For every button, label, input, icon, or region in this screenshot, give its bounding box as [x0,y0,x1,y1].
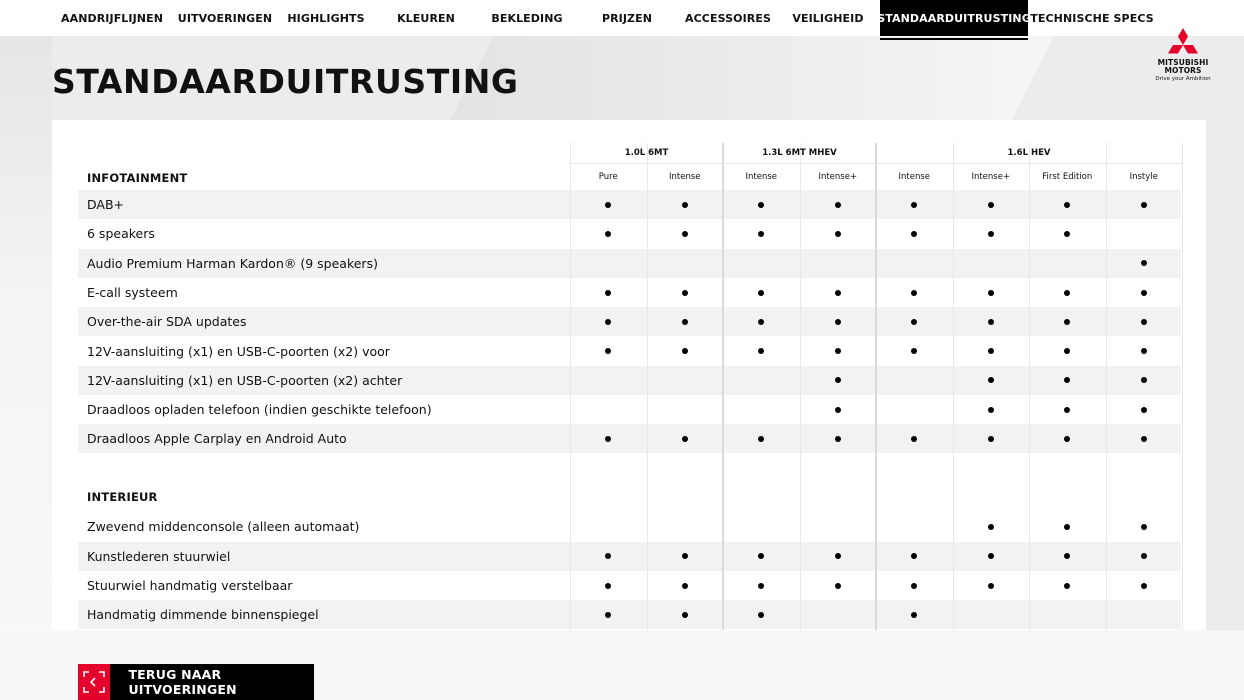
availability-dot [988,553,994,559]
availability-dot [1141,407,1147,413]
nav-veiligheid[interactable]: VEILIGHEID [792,11,864,25]
availability-dot [835,202,841,208]
availability-dot [988,348,994,354]
column-divider [953,143,954,630]
row-label: Zwevend middenconsole (alleen automaat) [87,519,360,535]
table-row [78,278,1181,307]
availability-dot [1141,553,1147,559]
nav-kleuren[interactable]: KLEUREN [397,11,455,25]
availability-dot [835,348,841,354]
table-row [78,337,1181,366]
logo-line1: MITSUBISHI [1157,58,1209,67]
fullscreen-back-icon [78,664,110,700]
row-label: DAB+ [87,197,125,212]
top-navigation [0,0,1244,36]
trim-column-header: Pure [598,172,618,182]
row-label: E-call systeem [87,284,178,300]
availability-dot [988,202,994,208]
availability-dot [911,202,917,208]
table-row [78,424,1181,453]
availability-dot [682,231,688,237]
availability-dot [682,290,688,296]
table-row [78,307,1181,336]
column-divider [875,143,877,630]
availability-dot [1141,583,1147,589]
availability-dot [682,348,688,354]
row-label: Audio Premium Harman Kardon® (9 speakers) [87,255,378,271]
availability-dot [682,612,688,618]
availability-dot [1064,407,1070,413]
availability-dot [605,202,611,208]
engine-group-header: 1.3L 6MT MHEV [723,143,876,164]
availability-dot [1141,524,1147,530]
availability-dot [911,290,917,296]
availability-dot [835,553,841,559]
trim-column-header: Intense+ [818,172,858,182]
engine-group-header: 1.6L HEV [876,143,1182,164]
availability-dot [988,319,994,325]
table-row [78,395,1181,424]
availability-dot [835,319,841,325]
row-label: 6 speakers [87,226,155,242]
section-title: INTERIEUR [87,490,158,504]
row-label: Kunstlederen stuurwiel [87,548,231,564]
availability-dot [1064,202,1070,208]
trim-column-header: Intense [745,172,777,182]
availability-dot [682,553,688,559]
row-label: Draadloos Apple Carplay en Android Auto [87,431,347,447]
availability-dot [682,583,688,589]
availability-dot [835,290,841,296]
availability-dot [605,583,611,589]
availability-dot [1141,319,1147,325]
availability-dot [988,524,994,530]
column-divider [1182,143,1183,630]
nav-technische-specs[interactable]: TECHNISCHE SPECS [1030,11,1154,25]
row-label: Handmatig dimmende binnenspiegel [87,607,319,623]
availability-dot [758,583,764,589]
nav-prijzen[interactable]: PRIJZEN [601,11,653,25]
availability-dot [835,407,841,413]
logo-line2: MOTORS [1164,66,1202,75]
availability-dot [1141,260,1147,266]
three-diamonds-icon [1166,28,1200,59]
availability-dot [1064,583,1070,589]
column-divider [1106,143,1107,630]
row-label: Stuurwiel handmatig verstelbaar [87,577,293,593]
column-divider [800,143,801,630]
row-label: Draadloos opladen telefoon (indien geschikte telefoon) [87,402,432,418]
table-row [78,249,1181,278]
availability-dot [758,202,764,208]
table-row [78,571,1181,600]
trim-column-header: First Edition [1042,172,1093,182]
mitsubishi-logo[interactable] [1150,28,1216,90]
availability-dot [835,231,841,237]
availability-dot [1141,202,1147,208]
availability-dot [605,290,611,296]
table-row [78,512,1181,541]
trim-column-header: Intense+ [971,172,1011,182]
column-divider [722,143,724,630]
availability-dot [682,436,688,442]
availability-dot [1064,290,1070,296]
availability-dot [988,407,994,413]
availability-dot [988,290,994,296]
row-label: 12V-aansluiting (x1) en USB-C-poorten (x2) voor [87,343,390,359]
trim-column-header: Intense [668,172,701,182]
nav-highlights[interactable]: HIGHLIGHTS [287,11,365,25]
availability-dot [1141,436,1147,442]
page-title: STANDAARDUITRUSTING [52,62,519,101]
availability-dot [911,583,917,589]
background-left [0,36,52,700]
logo-tagline: Drive your Ambition [1155,76,1211,82]
nav-accessoires[interactable]: ACCESSOIRES [685,11,771,25]
back-button-label: TERUG NAAR UITVOERINGEN [128,667,237,697]
column-divider [647,143,648,630]
nav-standaarduitrusting[interactable]: STANDAARDUITRUSTING [880,0,1028,36]
table-row [78,190,1181,219]
engine-group-header: 1.0L 6MT [570,143,723,164]
availability-dot [835,436,841,442]
availability-dot [1141,290,1147,296]
table-row [78,600,1181,629]
trim-column-header: Instyle [1129,172,1158,182]
availability-dot [988,231,994,237]
section-title: INFOTAINMENT [87,171,188,185]
table-row [78,219,1181,248]
column-divider [1029,143,1030,630]
availability-dot [758,290,764,296]
back-to-versions-button[interactable] [78,664,314,700]
availability-dot [682,202,688,208]
row-label: 12V-aansluiting (x1) en USB-C-poorten (x2) achter [87,372,403,388]
availability-dot [835,583,841,589]
availability-dot [682,319,688,325]
availability-dot [988,583,994,589]
table-row [78,542,1181,571]
availability-dot [988,436,994,442]
nav-bekleding[interactable]: BEKLEDING [491,11,563,25]
nav-aandrijflijnen[interactable]: AANDRIJFLIJNEN [60,11,164,25]
table-row [78,366,1181,395]
nav-uitvoeringen[interactable]: UITVOERINGEN [177,11,273,25]
column-divider [570,143,571,630]
background-shape [450,36,1054,120]
availability-dot [1141,348,1147,354]
row-label: Over-the-air SDA updates [87,314,247,330]
trim-column-header: Intense [898,172,930,182]
